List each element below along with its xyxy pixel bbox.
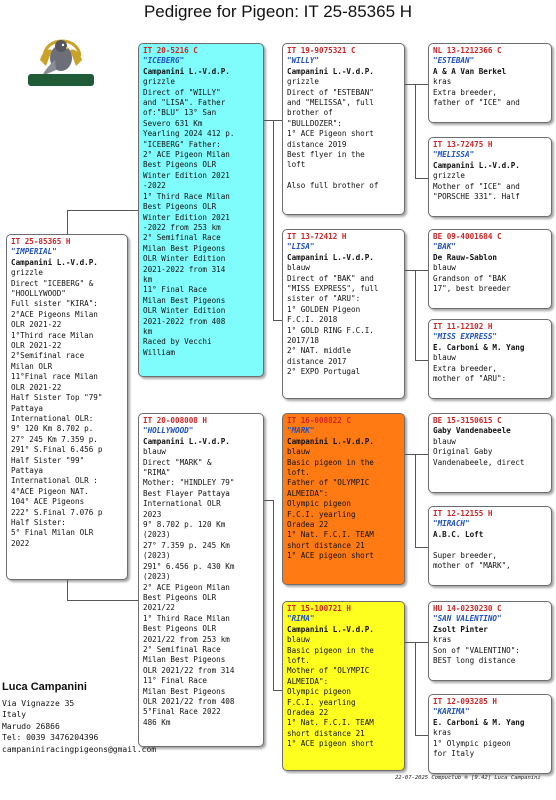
owner-name: Campanini L.-V.d.P. (433, 160, 520, 170)
pigeon-name: "RIMA" (287, 614, 315, 624)
pigeon-details: kras Extra breeder, father of "ICE" and (433, 77, 520, 108)
pigeon-details: blauw Direct of "BAK" and "MISS EXPRESS", full sister of "ARU": 1° GOLDEN Pigeon F.C.I. 2018 1° GOLD RING F.C.I. 2017/18 2° NAT. middle distance 2017 2° EXPO Portugal (287, 263, 379, 377)
pigeon-name: "ESTEBAN" (433, 56, 475, 66)
connector-line (415, 454, 416, 547)
ring-number: IT 19-9075321 C (287, 46, 356, 55)
email-link[interactable]: campaniniracingpigeons@gmail.com (2, 744, 157, 754)
pigeon-details: grizzle Direct of "ESTEBAN" and "MELISSA", full brother of "BULLDOZER": 1° ACE Pigeon short distance 2019 Best flyer in the loft Also full brother of (287, 77, 379, 191)
connector-line (273, 120, 282, 121)
owner-name: Zsolt Pinter (433, 624, 488, 634)
owner-contact-block (2, 680, 202, 755)
owner-name: Campanini L.-V.d.P. (287, 66, 374, 76)
ring-number: IT 12-12155 H (433, 509, 493, 518)
country-line: Italy (2, 710, 27, 720)
club-logo (22, 26, 100, 90)
connector-line (405, 84, 415, 85)
pigeon-details: grizzle Direct "ICEBERG" & "HOOLLYWOOD" Full sister "KIRA": 2°ACE Pigeons Milan OLR 2021-22 1°Third race Milan OLR 2021-22 2°Semifinal race Milan OLR 11°Final race Milan OLR 2021-22 Half Sister Top "79" Pattaya International OLR: 9° 120 Km 8.702 p. 27° 245 Km 7.359 p. 291° S.Final 6.456 p Half Sister "99" Pattaya International OLR : 4°ACE Pigeon NAT. 104° ACE Pigeons 222° S.Final 7.076 p Half Sister: 5° Final Milan OLR 2022 (11, 268, 103, 548)
pigeon-name: "MELISSA" (433, 150, 475, 160)
address-line: Via Vignazze 35 (2, 699, 75, 708)
pigeon-card-dsd[interactable] (428, 506, 552, 586)
pigeon-name: "MISS EXPRESS" (433, 332, 498, 342)
connector-line (415, 642, 416, 735)
owner-name: E. Carboni & M. Yang (433, 717, 525, 727)
owner-name: Campanini L.-V.d.P. (287, 252, 374, 262)
pigeon-name: "IMPERIAL" (11, 247, 57, 257)
ring-number: NL 13-1212366 C (433, 46, 502, 55)
ring-number: IT 12-093285 H (433, 697, 498, 706)
pigeon-details: blauw Original Gaby Vandenabeele, direct (433, 436, 525, 467)
connector-line (405, 642, 415, 643)
pigeon-card-sire[interactable] (138, 43, 264, 377)
ring-number: BE 09-4001684 C (433, 232, 502, 241)
owner-name: Campanini L.-V.d.P. (11, 257, 98, 267)
pigeon-name: "MARK" (287, 426, 315, 436)
connector-line (405, 454, 415, 455)
connector-line (415, 178, 428, 179)
owner-name: A.B.C. Loft (433, 529, 484, 539)
pigeon-details: grizzle Direct of "WILLY" and "LISA". Father of:"BLU" 13° San Severo 631 Km Yearling 2024 412 p. "ICEBERG" Father: 2° ACE Pigeon Milan Best Pigeons OLR Winter Edition 2021 -2022 1° Third Race Milan Best Pigeons OLR Winter Edition 2021 -2022 from 253 km 2° Semifinal Race Milan Best Pigeons OLR Winter Edition 2021-2022 from 314 km 11° Final Race Milan Best Pigeons OLR Winter Edition 2021-2022 from 408 km Raced by Vecchi William (143, 77, 235, 357)
pigeon-card-sire-sire[interactable] (282, 43, 405, 215)
ring-number: HU 14-0230230 C (433, 604, 502, 613)
ring-number: IT 11-12102 H (433, 322, 493, 331)
connector-line (67, 210, 138, 211)
pigeon-card-ddd[interactable] (428, 694, 552, 774)
ring-number: IT 20-008008 H (143, 416, 208, 425)
ring-number: IT 20-5216 C (143, 46, 198, 55)
connector-line (415, 642, 428, 643)
pigeon-details: Super breeder, mother of "MARK", (433, 550, 511, 571)
connector-line (415, 735, 428, 736)
connector-line (415, 454, 428, 455)
owner-name: Luca Campanini (2, 681, 87, 693)
phone-line: Tel: 0039 3476204396 (2, 733, 99, 743)
pigeon-name: "LISA" (287, 242, 315, 252)
pigeon-name: "MIRACH" (433, 519, 470, 529)
connector-line (273, 500, 274, 690)
pigeon-name: "KARIMA" (433, 707, 470, 717)
city-line: Marudo 26866 (2, 721, 60, 731)
owner-name: Campanini L.-V.d.P. (287, 624, 374, 634)
pigeon-name: "HOLLYWOOD" (143, 426, 194, 436)
pigeon-card-ssd[interactable] (428, 137, 552, 217)
ring-number: BE 15-3150615 C (433, 416, 502, 425)
connector-line (273, 690, 282, 691)
ring-number: IT 13-72412 H (287, 232, 347, 241)
owner-name: Gaby Vandenabeele (433, 426, 511, 436)
pigeon-details: blauw Basic pigeon in the loft. Father of "OLYMPIC ALMEIDA": Olympic pigeon F.C.I. yearling Oradea 22 1° Nat. F.C.I. TEAM short distance 21 1° ACE pigeon short (287, 447, 374, 561)
page-title: Pedigree for Pigeon: IT 25-85365 H (143, 2, 413, 21)
pigeon-card-sss[interactable] (428, 43, 552, 123)
connector-line (415, 270, 428, 271)
connector-line (415, 547, 428, 548)
pigeon-name: "WILLY" (287, 56, 320, 66)
ring-number: IT 25-85365 H (11, 237, 71, 246)
pigeon-card-dss[interactable] (428, 413, 552, 493)
connector-line (415, 360, 428, 361)
pigeon-details: blauw Basic pigeon in the loft. Mother of "OLYMPIC ALMEIDA": Olympic pigeon F.C.I. yearling Oradea 22 1° Nat. F.C.I. TEAM short distance 21 1° ACE pigeon short (287, 635, 374, 749)
ring-number: IT 13-72475 H (433, 140, 493, 149)
connector-line (415, 270, 416, 360)
pigeon-name: "ICEBERG" (143, 56, 185, 66)
connector-line (273, 320, 282, 321)
pigeon-details: blauw Extra breeder, mother of "ARU": (433, 353, 507, 384)
connector-line (273, 120, 274, 320)
connector-line (264, 500, 273, 501)
owner-name: De Rauw-Sablon (433, 252, 498, 262)
pigeon-name: "SAN VALENTINO" (433, 614, 502, 624)
pigeon-card-sds[interactable] (428, 229, 552, 309)
connector-line (67, 210, 68, 234)
pigeon-details: grizzle Mother of "ICE" and "PORSCHE 331". Half (433, 171, 520, 202)
footer-credit: 22-07-2025 Compuclub ® [9.42] Luca Campanini (395, 775, 541, 781)
connector-line (67, 580, 68, 600)
connector-line (415, 84, 416, 178)
owner-name: Campanini L.-V.d.P. (287, 436, 374, 446)
pigeon-details: kras Son of "VALENTINO": BEST long distance (433, 635, 520, 666)
pigeon-card-sire-dam[interactable] (282, 229, 405, 399)
connector-line (405, 270, 415, 271)
pigeon-name: "BAK" (433, 242, 456, 252)
pigeon-card-dds[interactable] (428, 601, 552, 681)
owner-name: Campanini L.-V.d.P. (143, 66, 230, 76)
owner-name: A & A Van Berkel (433, 66, 507, 76)
pigeon-details: blauw Grandson of "BAK 17", best breeder (433, 263, 511, 294)
connector-line (67, 600, 138, 601)
connector-line (415, 84, 428, 85)
owner-name: E. Carboni & M. Yang (433, 342, 525, 352)
ring-number: IT 15-100721 H (287, 604, 352, 613)
pigeon-card-dam-sire[interactable] (282, 413, 405, 585)
pigeon-card-dam-dam[interactable] (282, 601, 405, 771)
connector-line (264, 120, 273, 121)
pigeon-card-sdd[interactable] (428, 319, 552, 399)
owner-name: Campanini L.-V.d.P. (143, 436, 230, 446)
pigeon-details: kras 1° Olympic pigeon for Italy (433, 728, 511, 759)
pigeon-card-subject[interactable] (6, 234, 128, 580)
ring-number: IT 16-008822 C (287, 416, 352, 425)
pigeon-details: blauw Direct "MARK" & "RIMA" Mother: "HINDLEY 79" Best Flayer Pattaya International OLR 2023 9° 8.702 p. 120 Km (2023) 27° 7.359 p. 245 Km (2023) 291° 6.456 p. 430 Km (2023) 2° ACE Pigeon Milan Best Pigeons OLR 2021/22 1° Third Race Milan Best Pigeons OLR 2021/22 from 253 km 2° Semifinal Race Milan Best Pigeons OLR 2021/22 from 314 11° Final Race Milan Best Pigeons OLR 2021/22 from 408 5°Final Race 2022 486 Km (143, 447, 235, 727)
